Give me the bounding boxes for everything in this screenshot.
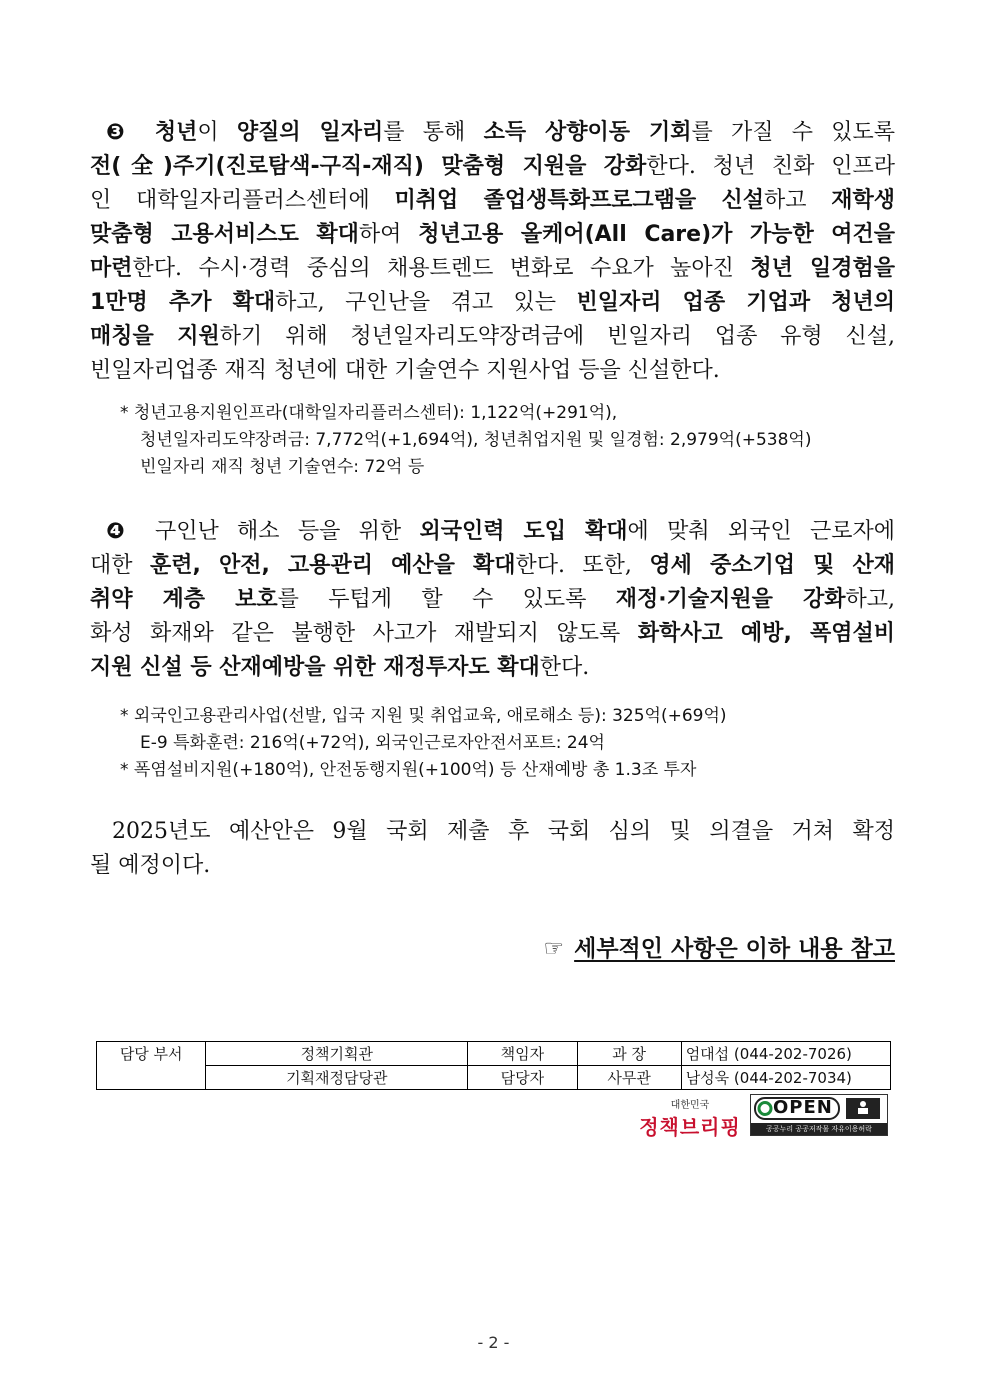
body-text: 한다. 수시·경력 중심의 채용트렌드 변화로 수요가 높아진 <box>132 256 751 281</box>
body-text: 하기 위해 청년일자리도약장려금에 빈일자리 업종 유형 신설, <box>219 324 895 349</box>
section3-paragraph <box>90 116 895 388</box>
section4-paragraph <box>90 515 895 685</box>
logo-big-text: 정책브리핑 <box>639 1115 741 1139</box>
body-text: 하여 <box>358 222 419 247</box>
empty-cell <box>97 1066 206 1090</box>
emphasis-text: 미취업 졸업생특화프로그램을 신설 <box>394 188 765 213</box>
paragraph-line <box>90 549 895 583</box>
contact-person: 남성욱 (044-202-7034) <box>681 1066 890 1090</box>
table-row <box>97 1042 891 1066</box>
emphasis-text: 청년 일경험을 <box>750 256 895 281</box>
title-label: 과 장 <box>577 1042 681 1066</box>
emphasis-text: 외국인력 도입 확대 <box>419 519 628 544</box>
open-text: OPEN <box>773 1097 833 1118</box>
emphasis-text: 청년 <box>154 120 198 145</box>
contact-table <box>96 1041 891 1090</box>
section3-notes <box>120 400 910 481</box>
emphasis-text: 청년고용 올케어(All Care)가 가능한 여건을 <box>418 222 895 247</box>
body-text: 하고, <box>845 587 895 612</box>
page-number: - 2 - <box>477 1333 510 1352</box>
paragraph-line <box>90 617 895 651</box>
emphasis-text: 마련 <box>90 256 133 281</box>
reference-text: 세부적인 사항은 이하 내용 참고 <box>574 936 895 962</box>
emphasis-text: 매칭을 지원 <box>90 324 220 349</box>
policy-briefing-logo <box>638 1096 742 1139</box>
body-text: 구인난 해소 등을 위한 <box>154 519 420 544</box>
emphasis-text: 재정·기술지원을 강화 <box>615 587 846 612</box>
logo-small-text: 대한민국 <box>670 1100 710 1111</box>
paragraph-line <box>90 354 895 388</box>
body-text: 인 대학일자리플러스센터에 <box>90 188 395 213</box>
emphasis-text: 영세 중소기업 및 산재 <box>649 553 895 578</box>
emphasis-text: 훈련, 안전, 고용관리 예산을 확대 <box>149 553 516 578</box>
paragraph-line <box>90 218 895 252</box>
paragraph-line <box>90 150 895 184</box>
body-text: 대한 <box>90 553 150 578</box>
dept-name: 기획재정담당관 <box>206 1066 468 1090</box>
title-label: 사무관 <box>577 1066 681 1090</box>
emphasis-text: 지원 신설 등 산재예방을 위한 재정투자도 확대 <box>90 655 540 680</box>
emphasis-text: 취약 계층 보호 <box>90 587 278 612</box>
paragraph-line <box>90 184 895 218</box>
note-line: 빈일자리 재직 청년 기술연수: 72억 등 <box>140 457 425 477</box>
emphasis-text: ❸ <box>106 120 155 145</box>
emphasis-text: 소득 상향이동 기회 <box>483 120 692 145</box>
open-sub-text: 공공누리 공공저작물 자유이용허락 <box>751 1123 887 1135</box>
contact-person: 엄대섭 (044-202-7026) <box>681 1042 890 1066</box>
note-line: * 외국인고용관리사업(선발, 입국 지원 및 취업교육, 애로해소 등): 325억(+69억) <box>120 706 727 726</box>
table-row <box>97 1066 891 1090</box>
note-line: * 폭염설비지원(+180억), 안전동행지원(+100억) 등 산재예방 총 1.3조 투자 <box>120 760 697 780</box>
emphasis-text: ❹ <box>106 519 155 544</box>
closing-line-2: 될 예정이다. <box>90 853 211 878</box>
pointing-hand-icon: ☞ <box>543 936 565 962</box>
body-text: 이 <box>197 120 237 145</box>
emphasis-text: 1만명 추가 확대 <box>90 290 276 315</box>
emphasis-text: 빈일자리 업종 기업과 청년의 <box>576 290 895 315</box>
closing-line-1: 2025년도 예산안은 9월 국회 제출 후 국회 심의 및 의결을 거쳐 확정 <box>112 819 895 844</box>
body-text: 를 두텁게 할 수 있도록 <box>277 587 616 612</box>
role-label: 담당자 <box>468 1066 577 1090</box>
body-text: 에 맞춰 외국인 근로자에 <box>627 519 895 544</box>
emphasis-text: 재학생 <box>831 188 896 213</box>
paragraph-line <box>90 651 895 685</box>
paragraph-line <box>90 583 895 617</box>
body-text: 화성 화재와 같은 불행한 사고가 재발되지 않도록 <box>90 621 638 646</box>
emphasis-text: 양질의 일자리 <box>236 120 384 145</box>
paragraph-line <box>90 116 895 150</box>
body-text: 하고 <box>764 188 832 213</box>
note-line: 청년일자리도약장려금: 7,772억(+1,694억), 청년취업지원 및 일경험: 2,979억(+538억) <box>140 430 812 450</box>
body-text: 하고, 구인난을 겪고 있는 <box>275 290 577 315</box>
emphasis-text: 화학사고 예방, 폭염설비 <box>637 621 895 646</box>
section4-notes <box>120 703 910 784</box>
paragraph-line <box>90 252 895 286</box>
emphasis-text: 맞춤형 고용서비스도 확대 <box>90 222 359 247</box>
emphasis-text: 전(全)주기(진로탐색-구직-재직) 맞춤형 지원을 강화 <box>90 154 647 179</box>
dept-label: 담당 부서 <box>97 1042 206 1066</box>
paragraph-line <box>90 286 895 320</box>
note-line: * 청년고용지원인프라(대학일자리플러스센터): 1,122억(+291억), <box>120 403 618 423</box>
body-text: 한다. 또한, <box>515 553 650 578</box>
role-label: 책임자 <box>468 1042 577 1066</box>
closing-paragraph <box>90 815 895 883</box>
paragraph-line <box>90 515 895 549</box>
dept-name: 정책기획관 <box>206 1042 468 1066</box>
paragraph-line <box>90 320 895 354</box>
body-text: 한다. 청년 친화 인프라 <box>646 154 895 179</box>
body-text: 한다. <box>539 655 590 680</box>
body-text: 를 가질 수 있도록 <box>691 120 895 145</box>
body-text: 를 통해 <box>383 120 484 145</box>
note-line: E-9 특화훈련: 216억(+72억), 외국인근로자안전서포트: 24억 <box>140 733 605 753</box>
reference-note <box>544 930 896 963</box>
open-license-logo <box>750 1094 888 1136</box>
body-text: 빈일자리업종 재직 청년에 대한 기술연수 지원사업 등을 신설한다. <box>90 358 720 383</box>
